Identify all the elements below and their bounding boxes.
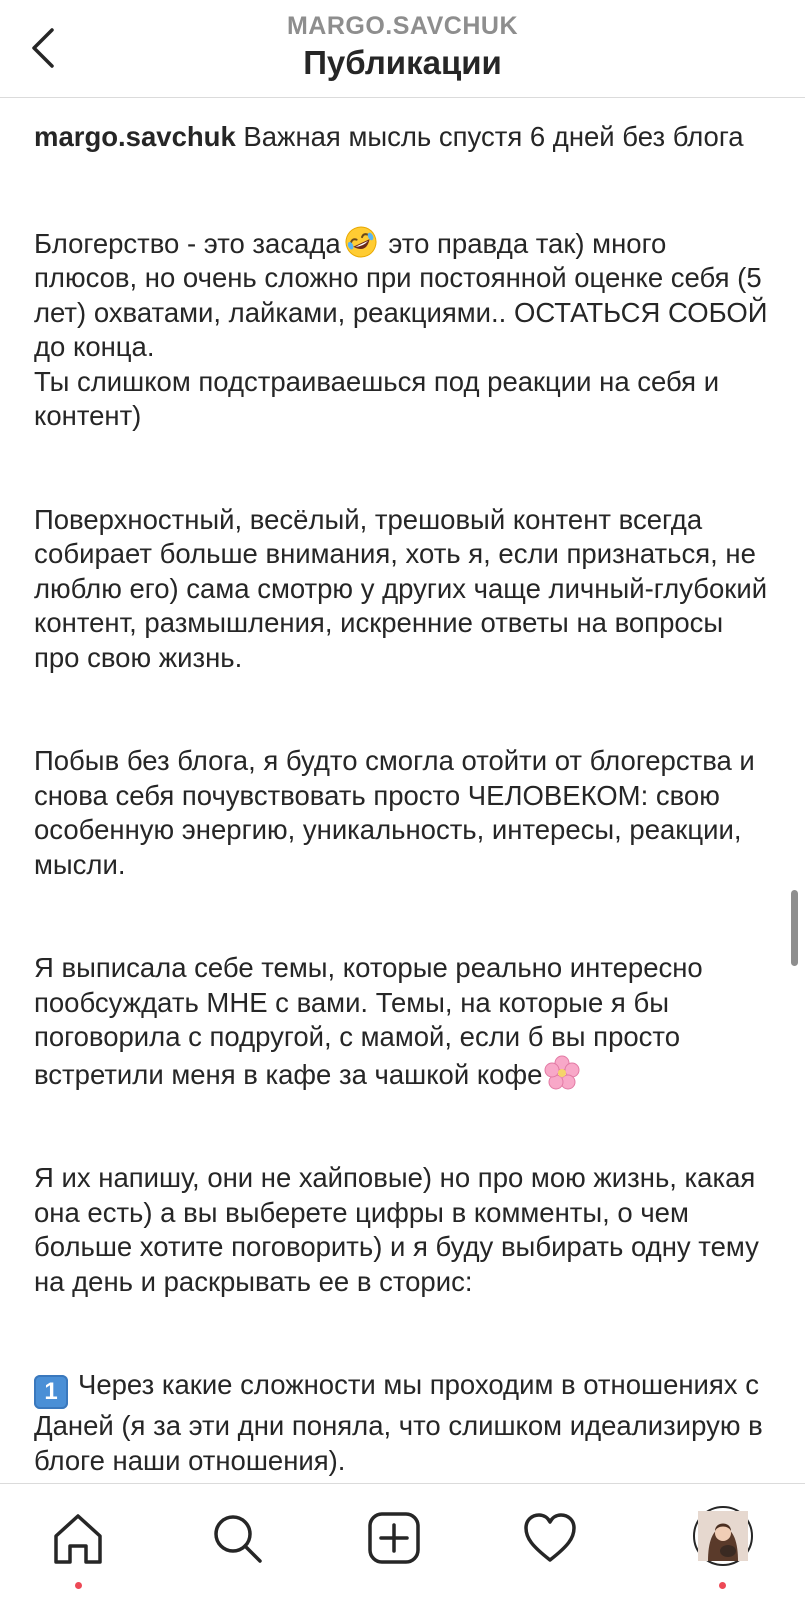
caption-paragraph-2: Поверхностный, весёлый, трешовый контент всегда собирает больше внимания, хоть я, если признаться, не люблю его) сама смотрю у других чаще личный-глубокий контент, размышления, искренние ответы на вопросы про свою жизнь.: [34, 503, 768, 673]
tab-profile[interactable]: [693, 1506, 753, 1566]
caption-paragraph-4: [34, 951, 774, 1092]
tab-new-post[interactable]: [362, 1506, 426, 1570]
tab-home[interactable]: [46, 1506, 110, 1570]
post-caption: [34, 120, 774, 1554]
heart-icon: [518, 1506, 582, 1570]
caption-text: Ты слишком подстраиваешься под реакции на себя и контент): [34, 365, 720, 431]
page-title: Публикации: [303, 44, 502, 81]
cherry-blossom-icon: [544, 1055, 580, 1091]
bottom-tab-bar: [0, 1483, 805, 1600]
profile-notification-dot: [719, 1582, 726, 1589]
new-post-icon: [362, 1506, 426, 1570]
keycap-one-icon: 1: [34, 1375, 68, 1409]
caption-text: Я выписала себе темы, которые реально интересно пообсуждать МНЕ с вами. Темы, на которые я бы поговорила с подругой, с мамой, если б вы просто встретили меня в кафе за чашкой кофе: [34, 952, 703, 1090]
caption-username[interactable]: margo.savchuk: [34, 121, 236, 152]
list-item-text: Через какие сложности мы проходим в отношениях с Даней (я за эти дни поняла, что слишком идеализирую в блоге наши отношения).: [34, 1369, 763, 1476]
search-icon: [205, 1506, 269, 1570]
caption-paragraph-1: [34, 224, 774, 434]
header-username[interactable]: MARGO.SAVCHUK: [286, 12, 519, 40]
home-icon: [46, 1506, 110, 1570]
avatar: [698, 1511, 748, 1561]
rofl-emoji-icon: [343, 224, 379, 260]
caption-list-item: [34, 1368, 774, 1478]
caption-paragraph-3: Побыв без блога, я будто смогла отойти от блогерства и снова себя почувствовать просто ЧЕЛОВЕКОМ: свою особенную энергию, уникальность, интересы, реакции, мысли.: [34, 745, 755, 880]
top-navigation-bar: [0, 0, 805, 98]
caption-paragraph-5: Я их напишу, они не хайповые) но про мою жизнь, какая она есть) а вы выберете цифры в комменты, о чем больше хотите поговорить) и я буду выбирать одну тему на день и раскрывать ее в сторис:: [34, 1162, 759, 1297]
caption-text: это правда так) много плюсов, но очень сложно при постоянной оценке себя (5 лет) охватами, лайками, реакциями.. ОСТАТЬСЯ СОБОЙ до конца.: [34, 227, 768, 362]
tab-search[interactable]: [205, 1506, 269, 1570]
caption-intro-text: Важная мысль спустя 6 дней без блога: [243, 121, 744, 152]
profile-photo-icon: [698, 1511, 748, 1561]
caption-first-line: [34, 120, 774, 155]
post-caption-area: [0, 98, 805, 1483]
scroll-indicator[interactable]: [791, 890, 798, 966]
tab-activity[interactable]: [518, 1506, 582, 1570]
caption-text: Блогерство - это засада: [34, 227, 341, 259]
home-notification-dot: [75, 1582, 82, 1589]
